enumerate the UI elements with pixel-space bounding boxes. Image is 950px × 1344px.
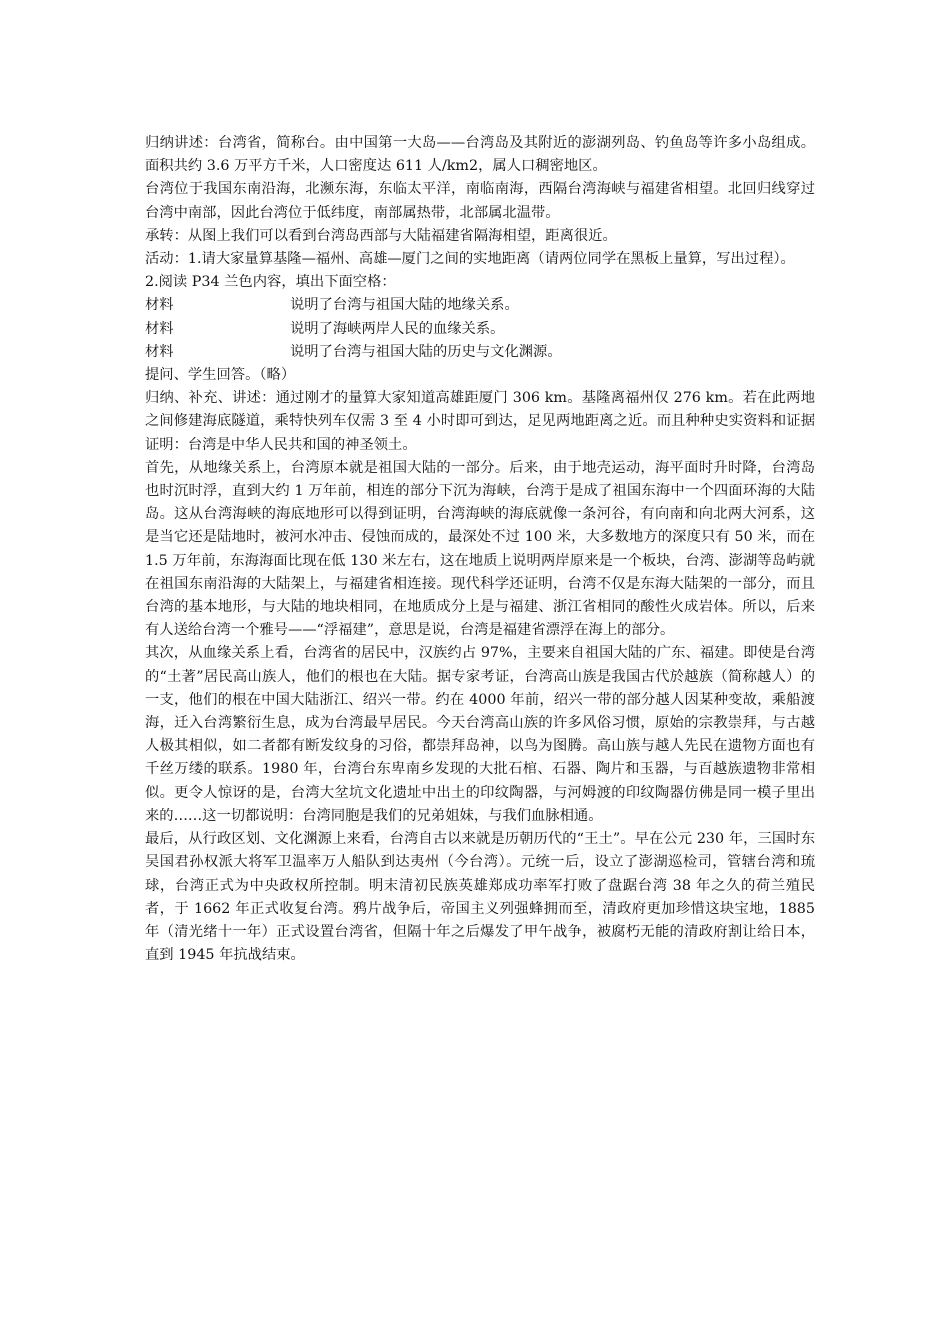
material-label: 材料 [145, 343, 174, 360]
paragraph-question: 提问、学生回答。（略） [145, 367, 296, 384]
paragraph-activity-2: 2.阅读 P34 兰色内容，填出下面空格： [145, 274, 396, 291]
paragraph-activity-1: 活动：1.请大家量算基隆—福州、高雄—厦门之间的实地距离（请两位同学在黑板上量算，写出过程）。 [145, 251, 795, 268]
material-text: 说明了台湾与祖国大陆的历史与文化渊源。 [290, 343, 562, 360]
paragraph-transition: 承转：从图上我们可以看到台湾岛西部与大陆福建省隔海相望，距离很近。 [145, 227, 617, 244]
paragraph-geographic-relation: 首先，从地缘关系上，台湾原本就是祖国大陆的一部分。后来，由于地壳运动，海平面时升时降，台湾岛也时沉时浮，直到大约 1 万年前，相连的部分下沉为海峡，台湾于是成了祖国东海中一个四面环海的大陆岛。这从台湾海峡的海底地形可以得到证明，台湾海峡的海底就像一条河谷，有向南和向北两大河系，这是当它还是陆地时，被河水冲击、侵蚀而成的，最深处不过 100 米，大多数地方的深度只有 50 米，而在 1.5 万年前，东海海面比现在低 130 米左右，这在地质上说明两岸原来是一个板块，台湾、澎湖等岛屿就在祖国东南沿海的大陆架上，与福建省相连接。现代科学还证明，台湾不仅是东海大陆架的一部分，而且台湾的基本地形，与大陆的地块相同，在地质成分上是与福建、浙江省相同的酸性火成岩体。所以，后来有人送给台湾一个雅号——“浮福建”，意思是说，台湾是福建省漂浮在海上的部分。 [145, 459, 815, 639]
material-row [145, 341, 815, 364]
material-text: 说明了台湾与祖国大陆的地缘关系。 [290, 297, 519, 314]
paragraph-summary-intro: 归纳讲述：台湾省，简称台。由中国第一大岛——台湾岛及其附近的澎湖列岛、钓鱼岛等许多小岛组成。面积共约 3.6 万平方千米，人口密度达 611 人/km2，属人口稠密地区。 [145, 135, 815, 175]
paragraph-blood-relation: 其次，从血缘关系上看，台湾省的居民中，汉族约占 97%，主要来自祖国大陆的广东、福建。即使是台湾的“土著”居民高山族人，他们的根也在大陆。据专家考证，台湾高山族是我国古代於越族（简称越人）的一支，他们的根在中国大陆浙江、绍兴一带。约在 4000 年前，绍兴一带的部分越人因某种变故，乘船渡海，迁入台湾繁衍生息，成为台湾最早居民。今天台湾高山族的许多风俗习惯，原始的宗教崇拜，与古越人极其相似，如二者都有断发纹身的习俗，都崇拜岛神，以鸟为图腾。高山族与越人先民在遗物方面也有千丝万缕的联系。1980 年，台湾台东卑南乡发现的大批石棺、石器、陶片和玉器，与百越族遗物非常相似。更令人惊讶的是，台湾大坌坑文化遗址中出土的印纹陶器，与河姆渡的印纹陶器仿佛是同一模子里出来的……这一切都说明：台湾同胞是我们的兄弟姐妹，与我们血脉相通。 [145, 645, 815, 824]
paragraph-location: 台湾位于我国东南沿海，北濒东海，东临太平洋，南临南海，西隔台湾海峡与福建省相望。北回归线穿过台湾中南部，因此台湾位于低纬度，南部属热带，北部属北温带。 [145, 181, 815, 221]
material-row [145, 318, 815, 341]
material-text: 说明了海峡两岸人民的血缘关系。 [290, 320, 505, 337]
paragraph-summary-distance: 归纳、补充、讲述：通过刚才的量算大家知道高雄距厦门 306 km。基隆离福州仅 276 km。若在此两地之间修建海底隧道，乘特快列车仅需 3 至 4 小时即可到达，足见两地距离之近。而且种种史实资料和证据证明：台湾是中华人民共和国的神圣领土。 [145, 390, 815, 453]
material-label: 材料 [145, 320, 174, 337]
material-row [145, 294, 815, 317]
paragraph-history-relation: 最后，从行政区划、文化渊源上来看，台湾自古以来就是历朝历代的“王土”。早在公元 230 年，三国时东吴国君孙权派大将军卫温率万人船队到达夷州（今台湾）。元统一后，设立了澎湖巡检司，管辖台湾和琉球，台湾正式为中央政权所控制。明末清初民族英雄郑成功率军打败了盘踞台湾 38 年之久的荷兰殖民者，于 1662 年正式收复台湾。鸦片战争后，帝国主义列强蜂拥而至，清政府更加珍惜这块宝地，1885 年（清光绪十一年）正式设置台湾省，但隔十年之后爆发了甲午战争，被腐朽无能的清政府割让给日本，直到 1945 年抗战结束。 [145, 831, 815, 964]
document-body [145, 132, 815, 967]
material-label: 材料 [145, 297, 174, 314]
